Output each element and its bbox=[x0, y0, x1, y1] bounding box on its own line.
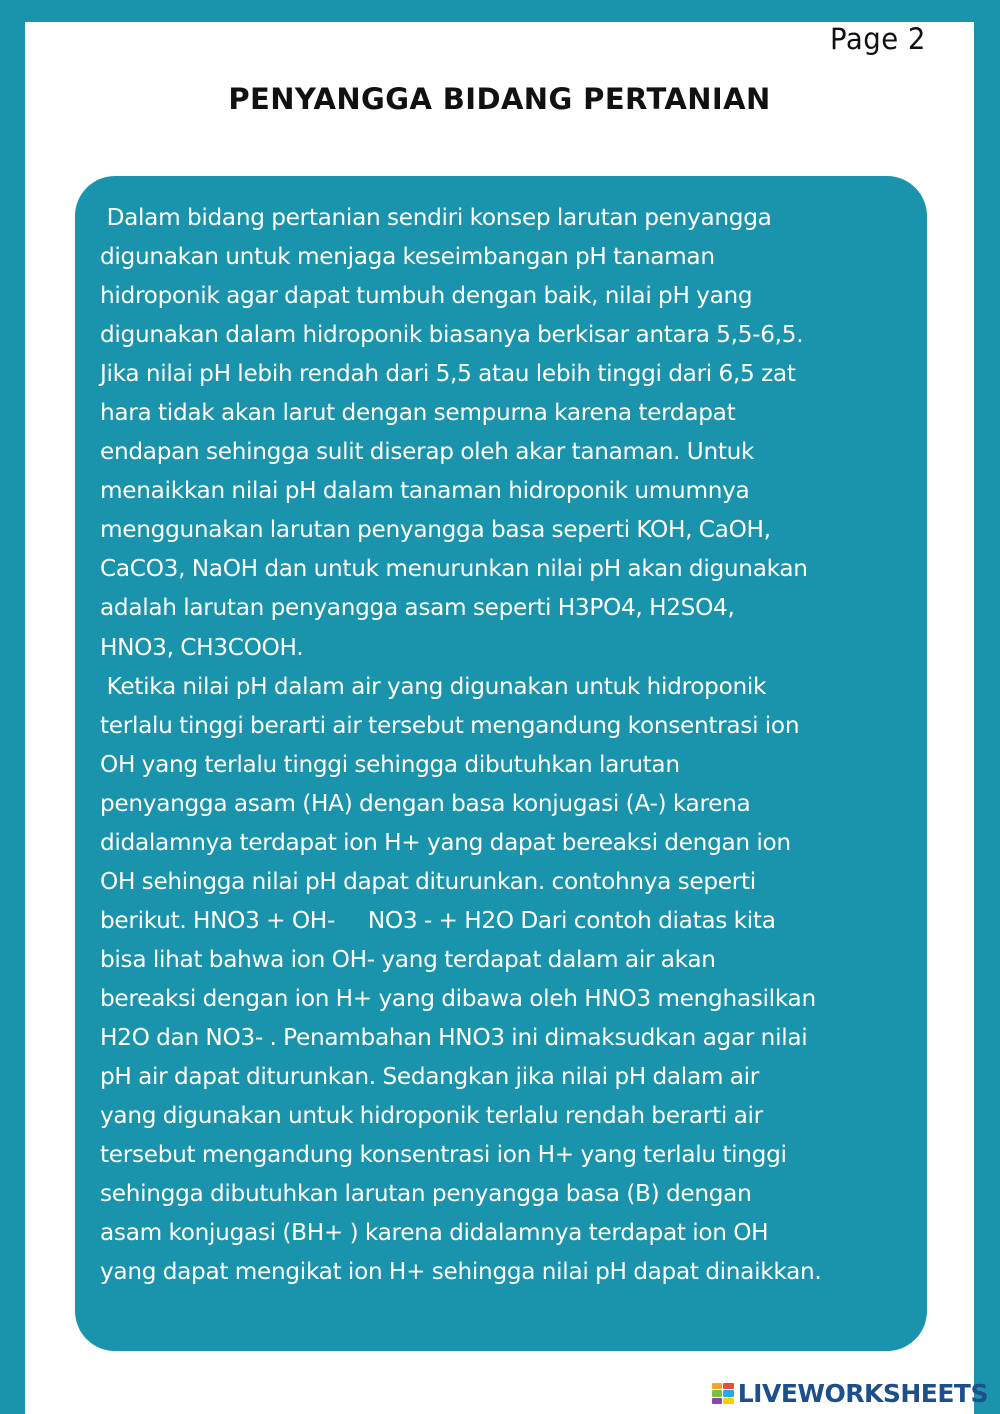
text-line: Ketika nilai pH dalam air yang digunakan untuk hidroponik bbox=[100, 672, 767, 700]
page-title: PENYANGGA BIDANG PERTANIAN bbox=[228, 82, 771, 116]
text-line: hidroponik agar dapat tumbuh dengan baik, nilai pH yang bbox=[100, 282, 753, 310]
text-line: adalah larutan penyangga asam seperti H3PO4, H2SO4, bbox=[100, 594, 735, 622]
worksheet-page bbox=[25, 22, 974, 1414]
text-line: yang dapat mengikat ion H+ sehingga nilai pH dapat dinaikkan. bbox=[100, 1258, 822, 1286]
text-line: OH yang terlalu tinggi sehingga dibutuhkan larutan bbox=[100, 750, 680, 778]
text-line: bisa lihat bahwa ion OH- yang terdapat dalam air akan bbox=[100, 945, 716, 973]
text-line: tersebut mengandung konsentrasi ion H+ yang terlalu tinggi bbox=[100, 1141, 787, 1169]
liveworksheets-brand bbox=[712, 1379, 988, 1408]
text-line: CaCO3, NaOH dan untuk menurunkan nilai pH akan digunakan bbox=[100, 555, 808, 583]
brand-name: LIVEWORKSHEETS bbox=[737, 1379, 988, 1408]
text-line: Dalam bidang pertanian sendiri konsep larutan penyangga bbox=[100, 204, 772, 231]
text-line: asam konjugasi (BH+ ) karena didalamnya terdapat ion OH bbox=[100, 1219, 769, 1247]
text-line: HNO3, CH3COOH. bbox=[100, 633, 304, 661]
text-line: yang digunakan untuk hidroponik terlalu rendah berarti air bbox=[100, 1102, 763, 1130]
page-number: Page 2 bbox=[830, 22, 926, 56]
text-line: menggunakan larutan penyangga basa seperti KOH, CaOH, bbox=[100, 516, 771, 544]
content-box bbox=[75, 176, 927, 1351]
text-line: endapan sehingga sulit diserap oleh akar tanaman. Untuk bbox=[100, 438, 755, 466]
text-line: digunakan untuk menjaga keseimbangan pH tanaman bbox=[100, 243, 715, 271]
text-line: sehingga dibutuhkan larutan penyangga basa (B) dengan bbox=[100, 1180, 752, 1208]
text-line: berikut. HNO3 + OH- NO3 - + H2O Dari contoh diatas kita bbox=[100, 906, 776, 934]
text-line: didalamnya terdapat ion H+ yang dapat bereaksi dengan ion bbox=[100, 828, 791, 856]
liveworksheets-logo-icon bbox=[712, 1383, 734, 1405]
body-text bbox=[100, 198, 920, 1291]
text-line: terlalu tinggi berarti air tersebut mengandung konsentrasi ion bbox=[100, 711, 800, 739]
text-line: Jika nilai pH lebih rendah dari 5,5 atau lebih tinggi dari 6,5 zat bbox=[100, 360, 796, 388]
text-line: menaikkan nilai pH dalam tanaman hidroponik umumnya bbox=[100, 477, 750, 505]
text-line: H2O dan NO3- . Penambahan HNO3 ini dimaksudkan agar nilai bbox=[100, 1023, 808, 1051]
text-line: bereaksi dengan ion H+ yang dibawa oleh HNO3 menghasilkan bbox=[100, 984, 816, 1012]
text-line: OH sehingga nilai pH dapat diturunkan. contohnya seperti bbox=[100, 867, 756, 895]
text-line: hara tidak akan larut dengan sempurna karena terdapat bbox=[100, 399, 736, 427]
text-line: pH air dapat diturunkan. Sedangkan jika nilai pH dalam air bbox=[100, 1063, 759, 1091]
text-line: penyangga asam (HA) dengan basa konjugasi (A-) karena bbox=[100, 789, 751, 817]
text-line: digunakan dalam hidroponik biasanya berkisar antara 5,5-6,5. bbox=[100, 321, 804, 349]
